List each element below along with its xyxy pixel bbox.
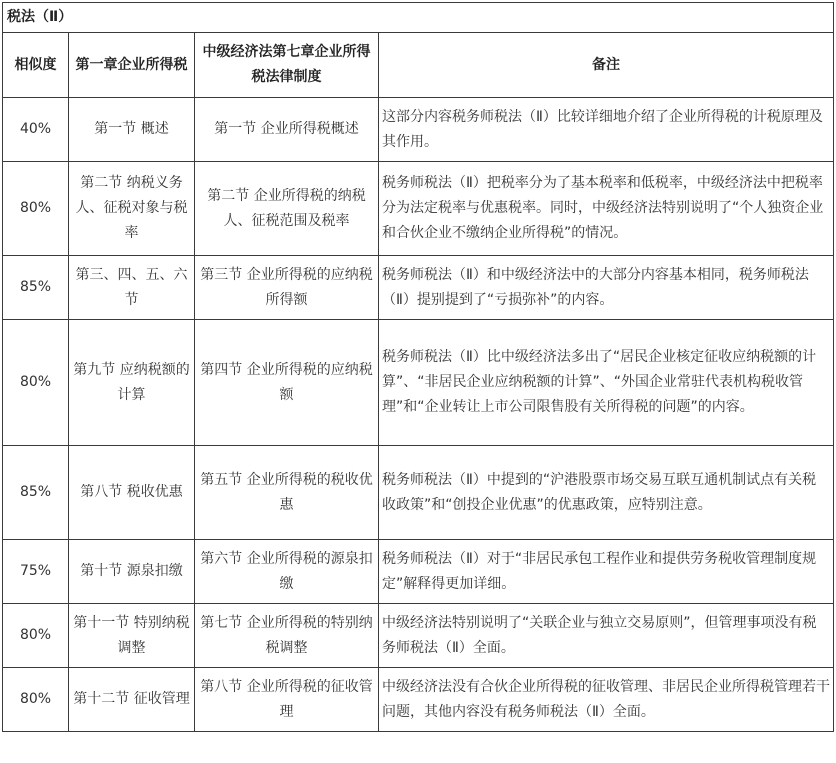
table-row bbox=[3, 604, 834, 668]
econ-section-cell: 第七节 企业所得税的特别纳税调整 bbox=[195, 604, 379, 668]
table-row bbox=[3, 98, 834, 162]
econ-section-cell: 第六节 企业所得税的源泉扣缴 bbox=[195, 540, 379, 604]
table-row bbox=[3, 320, 834, 446]
similarity-cell: 80% bbox=[3, 668, 69, 732]
econ-section-cell: 第四节 企业所得税的应纳税额 bbox=[195, 320, 379, 446]
tax-section-cell: 第九节 应纳税额的计算 bbox=[69, 320, 195, 446]
econ-section-cell: 第五节 企业所得税的税收优惠 bbox=[195, 446, 379, 540]
note-cell: 税务师税法（Ⅱ）比中级经济法多出了“居民企业核定征收应纳税额的计算”、“非居民企业应纳税额的计算”、“外国企业常驻代表机构税收管理”和“企业转让上市公司限售股有关所得税的问题”的内容。 bbox=[379, 320, 834, 446]
table-row bbox=[3, 540, 834, 604]
note-cell: 中级经济法特别说明了“关联企业与独立交易原则”，但管理事项没有税务师税法（Ⅱ）全面。 bbox=[379, 604, 834, 668]
similarity-cell: 80% bbox=[3, 162, 69, 256]
similarity-cell: 75% bbox=[3, 540, 69, 604]
econ-section-cell: 第三节 企业所得税的应纳税所得额 bbox=[195, 256, 379, 320]
comparison-table bbox=[2, 2, 834, 732]
title-row bbox=[3, 3, 834, 33]
tax-section-cell: 第十一节 特别纳税调整 bbox=[69, 604, 195, 668]
header-chapter7: 中级经济法第七章企业所得税法律制度 bbox=[195, 33, 379, 98]
tax-section-cell: 第一节 概述 bbox=[69, 98, 195, 162]
note-cell: 税务师税法（Ⅱ）中提到的“沪港股票市场交易互联互通机制试点有关税收政策”和“创投企业优惠”的优惠政策，应特别注意。 bbox=[379, 446, 834, 540]
tax-section-cell: 第十二节 征收管理 bbox=[69, 668, 195, 732]
table-row bbox=[3, 668, 834, 732]
note-cell: 税务师税法（Ⅱ）和中级经济法中的大部分内容基本相同，税务师税法（Ⅱ）提别提到了“亏损弥补”的内容。 bbox=[379, 256, 834, 320]
tax-section-cell: 第三、四、五、六节 bbox=[69, 256, 195, 320]
note-cell: 中级经济法没有合伙企业所得税的征收管理、非居民企业所得税管理若干问题，其他内容没有税务师税法（Ⅱ）全面。 bbox=[379, 668, 834, 732]
econ-section-cell: 第八节 企业所得税的征收管理 bbox=[195, 668, 379, 732]
econ-section-cell: 第二节 企业所得税的纳税人、征税范围及税率 bbox=[195, 162, 379, 256]
table-row bbox=[3, 256, 834, 320]
table-row bbox=[3, 162, 834, 256]
tax-section-cell: 第十节 源泉扣缴 bbox=[69, 540, 195, 604]
tax-section-cell: 第二节 纳税义务人、征税对象与税率 bbox=[69, 162, 195, 256]
similarity-cell: 80% bbox=[3, 604, 69, 668]
note-cell: 这部分内容税务师税法（Ⅱ）比较详细地介绍了企业所得税的计税原理及其作用。 bbox=[379, 98, 834, 162]
note-cell: 税务师税法（Ⅱ）对于“非居民承包工程作业和提供劳务税收管理制度规定”解释得更加详细。 bbox=[379, 540, 834, 604]
header-chapter1: 第一章企业所得税 bbox=[69, 33, 195, 98]
similarity-cell: 40% bbox=[3, 98, 69, 162]
header-note: 备注 bbox=[379, 33, 834, 98]
similarity-cell: 85% bbox=[3, 256, 69, 320]
similarity-cell: 85% bbox=[3, 446, 69, 540]
header-similarity: 相似度 bbox=[3, 33, 69, 98]
tax-section-cell: 第八节 税收优惠 bbox=[69, 446, 195, 540]
econ-section-cell: 第一节 企业所得税概述 bbox=[195, 98, 379, 162]
table-title: 税法（Ⅱ） bbox=[3, 3, 834, 33]
table-row bbox=[3, 446, 834, 540]
note-cell: 税务师税法（Ⅱ）把税率分为了基本税率和低税率，中级经济法中把税率分为法定税率与优惠税率。同时，中级经济法特别说明了“个人独资企业和合伙企业不缴纳企业所得税”的情况。 bbox=[379, 162, 834, 256]
similarity-cell: 80% bbox=[3, 320, 69, 446]
header-row bbox=[3, 33, 834, 98]
